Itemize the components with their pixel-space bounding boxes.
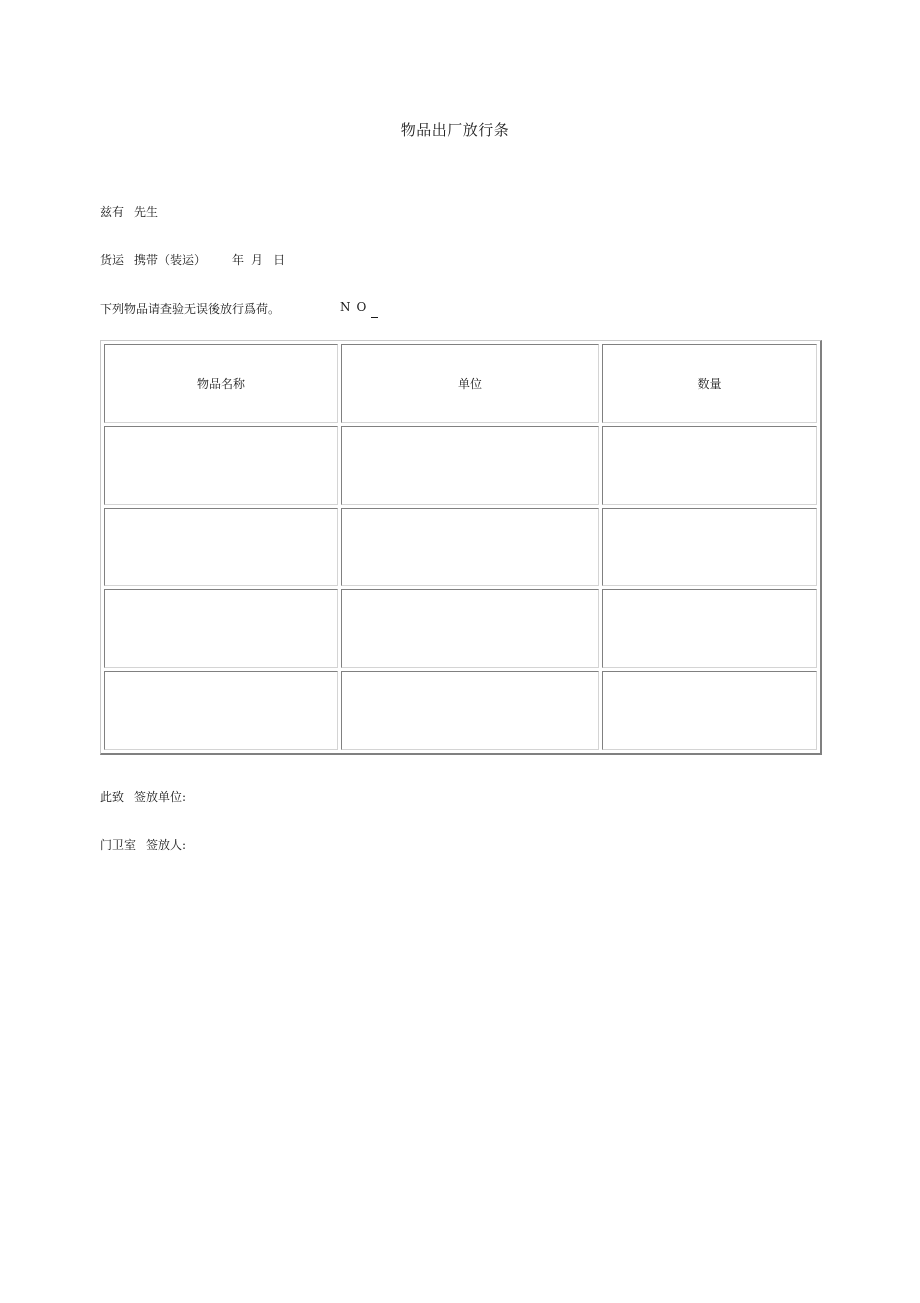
carry-label: 携带（装运） [134,253,207,267]
guard-room-label: 门卫室 [100,838,137,852]
recipient-line [100,203,158,220]
document-title: 物品出厂放行条 [400,121,510,139]
issuing-unit-label: 签放单位: [134,790,187,804]
header-item-name: 物品名称 [104,344,338,423]
item-name-cell[interactable] [104,508,338,587]
quantity-cell[interactable] [602,508,817,587]
number-field-underline [371,317,378,318]
recipient-prefix: 兹有 [100,205,125,219]
signer-label: 签放人: [146,838,187,852]
quantity-cell[interactable] [602,426,817,505]
header-quantity: 数量 [602,344,817,423]
item-name-cell[interactable] [104,671,338,750]
table-row [104,508,817,587]
transport-line [100,251,285,268]
quantity-cell[interactable] [602,671,817,750]
day-label: 日 [273,253,286,267]
release-note: 下列物品请查验无误後放行爲荷。 [100,302,281,316]
unit-cell[interactable] [341,589,599,668]
recipient-suffix: 先生 [134,205,159,219]
year-label: 年 [232,253,245,267]
transport-label: 货运 [100,253,125,267]
table-header-row [104,344,817,423]
unit-cell[interactable] [341,671,599,750]
item-name-cell[interactable] [104,426,338,505]
item-name-cell[interactable] [104,589,338,668]
number-label: NO [340,300,373,314]
unit-cell[interactable] [341,426,599,505]
table-row [104,671,817,750]
table-row [104,589,817,668]
guard-line [100,836,186,853]
table-row [104,426,817,505]
closing-line [100,788,186,805]
header-unit: 单位 [341,344,599,423]
goods-table [100,340,822,755]
quantity-cell[interactable] [602,589,817,668]
month-label: 月 [251,253,264,267]
unit-cell[interactable] [341,508,599,587]
closing-phrase: 此致 [100,790,125,804]
